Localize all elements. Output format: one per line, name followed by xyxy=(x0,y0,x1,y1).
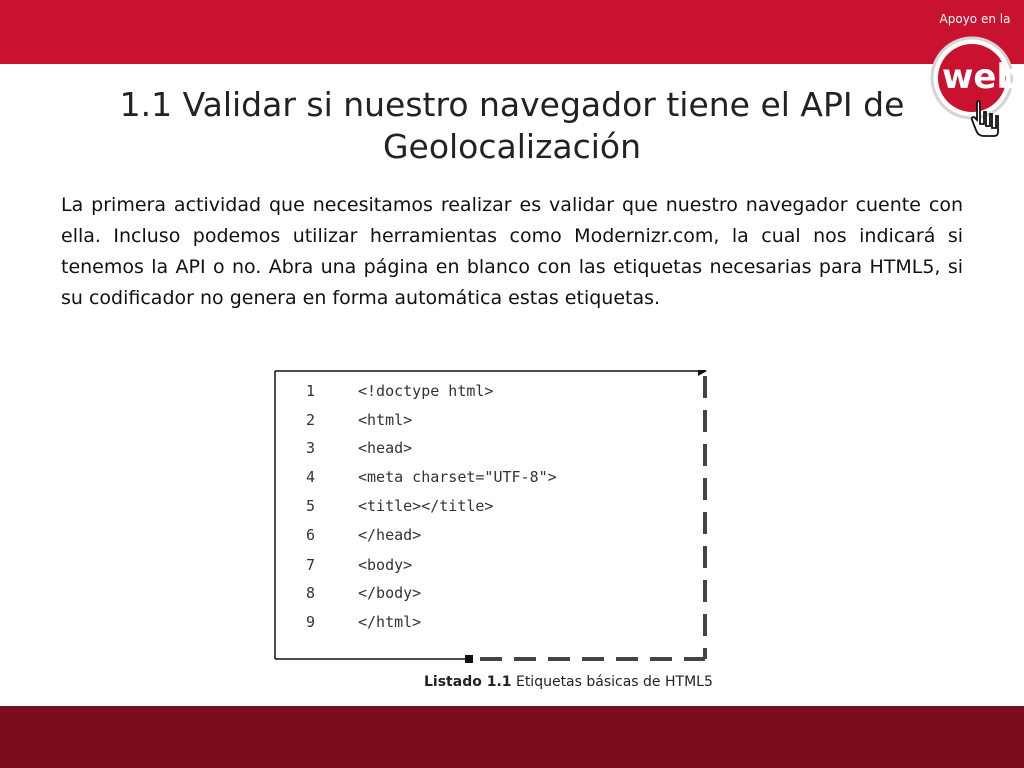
code-text: </html> xyxy=(358,613,422,631)
code-listing xyxy=(274,370,706,660)
line-number: 3 xyxy=(306,439,316,457)
code-line xyxy=(274,468,694,492)
logo-caption: Apoyo en la xyxy=(939,12,1011,26)
code-text: <meta charset="UTF-8"> xyxy=(358,468,557,486)
code-line xyxy=(274,584,694,608)
code-line xyxy=(274,382,694,406)
line-number: 8 xyxy=(306,584,316,602)
line-number: 9 xyxy=(306,613,316,631)
code-line xyxy=(274,526,694,550)
code-line xyxy=(274,556,694,580)
listing-caption xyxy=(424,674,713,690)
caption-label: Listado 1.1 xyxy=(424,674,512,690)
code-text: <head> xyxy=(358,439,413,457)
code-text: <body> xyxy=(358,556,413,574)
line-number: 4 xyxy=(306,468,316,486)
code-text: <title></title> xyxy=(358,497,494,515)
code-text: <html> xyxy=(358,411,413,429)
slide-title: 1.1 Validar si nuestro navegador tiene el API de Geolocalización xyxy=(119,85,905,166)
bottom-banner xyxy=(0,706,1024,768)
line-number: 6 xyxy=(306,526,316,544)
line-number: 5 xyxy=(306,497,316,515)
code-line xyxy=(274,411,694,435)
code-text: </head> xyxy=(358,526,422,544)
code-line xyxy=(274,497,694,521)
body-paragraph: La primera actividad que necesitamos realizar es validar que nuestro navegador cuente con ella. Incluso podemos utilizar herramientas como Modernizr.com, la cual nos indicará si tenemos la API o no. Abra una página en blanco con las etiquetas necesarias para HTML5, si su codificador no genera en forma automática estas etiquetas. xyxy=(61,194,963,309)
logo-word: web xyxy=(942,57,1021,97)
code-line xyxy=(274,613,694,637)
line-number: 7 xyxy=(306,556,316,574)
code-text: </body> xyxy=(358,584,422,602)
code-line xyxy=(274,439,694,463)
apoyo-web-logo xyxy=(928,6,1022,138)
code-text: <!doctype html> xyxy=(358,382,494,400)
line-number: 1 xyxy=(306,382,316,400)
caption-text: Etiquetas básicas de HTML5 xyxy=(515,674,713,690)
line-number: 2 xyxy=(306,411,316,429)
top-banner xyxy=(0,0,1024,64)
